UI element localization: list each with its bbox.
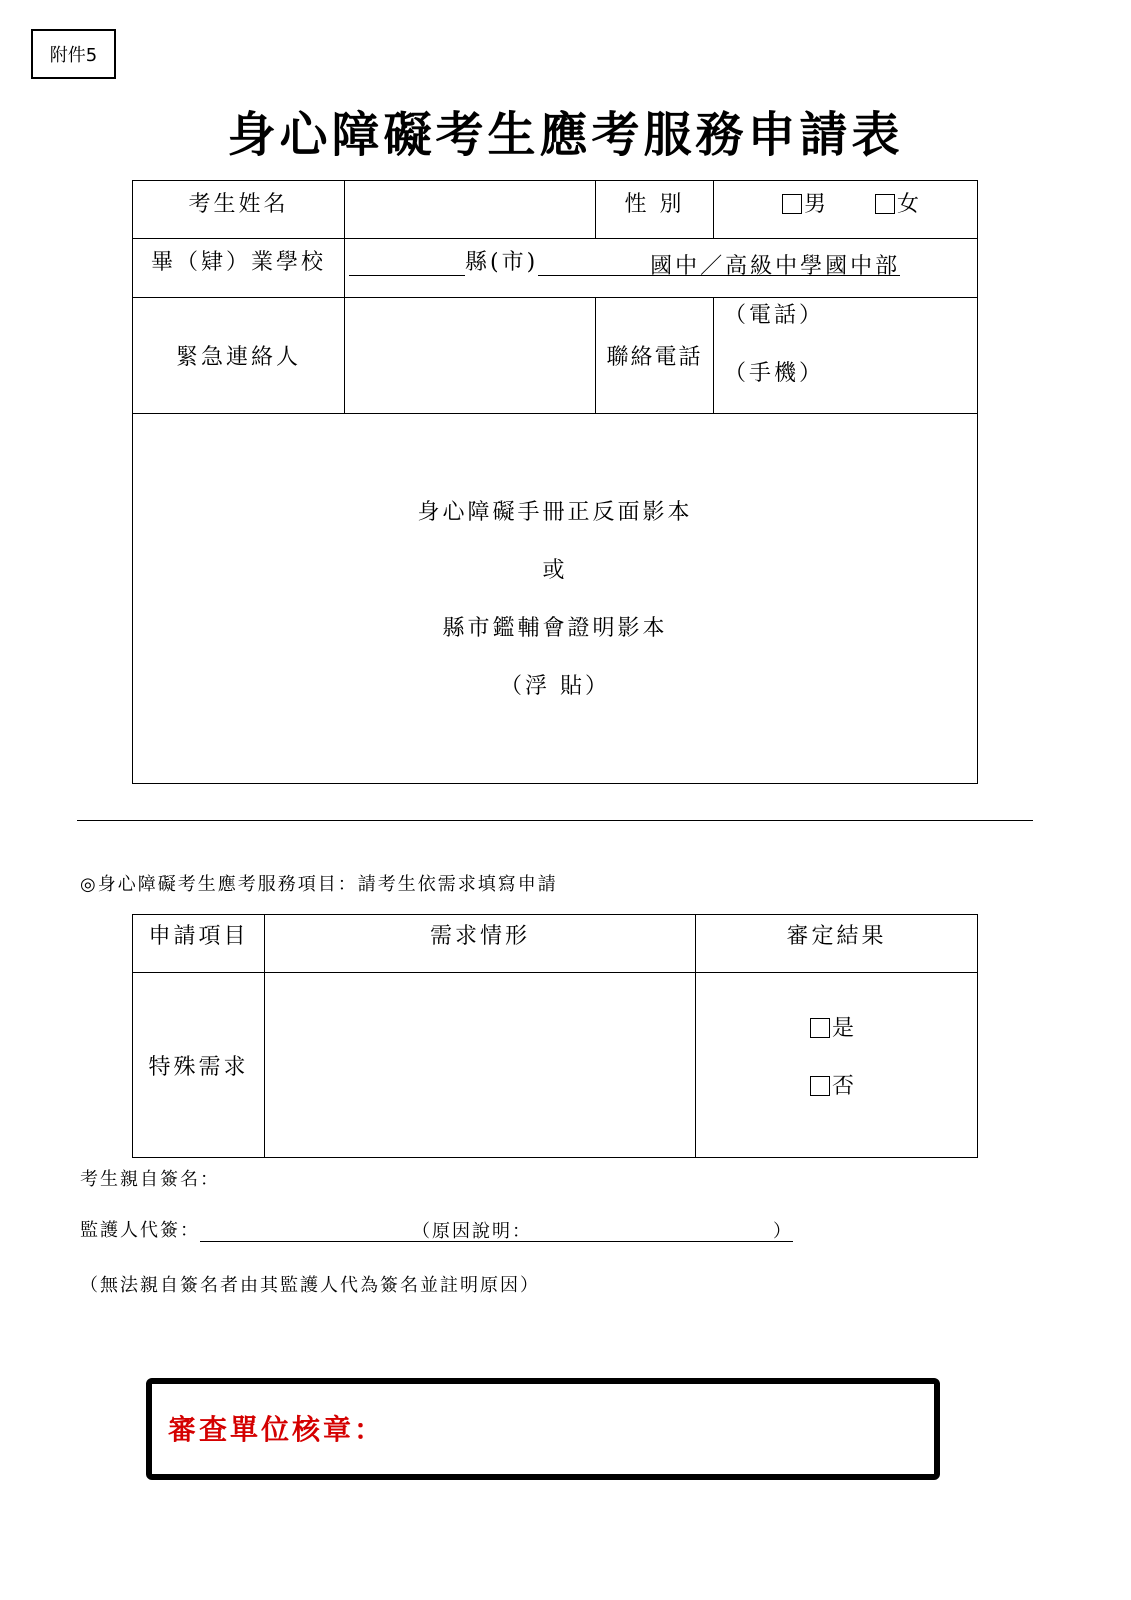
form-title: 身心障礙考生應考服務申請表 bbox=[227, 107, 904, 163]
review-stamp-box bbox=[146, 1378, 940, 1480]
emergency-contact-field[interactable] bbox=[345, 298, 596, 414]
service-table bbox=[132, 914, 978, 1158]
applicant-info-table bbox=[132, 180, 978, 784]
reject-label: 否 bbox=[832, 1074, 858, 1099]
result-options bbox=[696, 973, 978, 1158]
need-description-field[interactable] bbox=[265, 973, 696, 1158]
reason-label: （原因說明： bbox=[412, 1221, 532, 1242]
school-label: 畢（肄）業學校 bbox=[133, 239, 345, 298]
name-label: 考生姓名 bbox=[133, 181, 345, 239]
document-attachment-box bbox=[133, 414, 978, 784]
contact-phone-label: 聯絡電話 bbox=[596, 298, 714, 414]
section-divider bbox=[77, 820, 1033, 821]
attachment-line-3: 縣市鑑輔會證明影本 bbox=[442, 616, 668, 641]
mobile-label: （手機） bbox=[724, 361, 825, 386]
attachment-line-4: （浮 貼） bbox=[500, 674, 610, 699]
gender-options bbox=[714, 181, 978, 239]
male-checkbox[interactable] bbox=[782, 194, 802, 214]
service-heading: ◎身心障礙考生應考服務項目：請考生依需求填寫申請 bbox=[80, 874, 558, 895]
emergency-contact-label: 緊急連絡人 bbox=[133, 298, 345, 414]
review-stamp-label: 審查單位核章： bbox=[168, 1413, 386, 1446]
phone-label: （電話） bbox=[724, 303, 825, 328]
reject-checkbox[interactable] bbox=[810, 1076, 830, 1096]
column-header-item: 申請項目 bbox=[133, 915, 265, 973]
guardian-signature-row bbox=[80, 1216, 800, 1242]
approve-label: 是 bbox=[832, 1016, 858, 1041]
student-signature-label: 考生親自簽名： bbox=[80, 1169, 220, 1190]
attachment-line-1: 身心障礙手冊正反面影本 bbox=[417, 500, 693, 525]
name-field[interactable] bbox=[345, 181, 596, 239]
guardian-signature-label: 監護人代簽： bbox=[80, 1220, 200, 1241]
column-header-result: 審定結果 bbox=[696, 915, 978, 973]
reason-close: ） bbox=[773, 1221, 793, 1242]
attachment-label: 附件5 bbox=[31, 29, 116, 79]
special-needs-label: 特殊需求 bbox=[133, 973, 265, 1158]
guardian-signature-field[interactable] bbox=[200, 1217, 793, 1242]
approve-checkbox[interactable] bbox=[810, 1018, 830, 1038]
male-label: 男 bbox=[804, 192, 830, 217]
school-field[interactable] bbox=[345, 239, 978, 298]
female-label: 女 bbox=[897, 192, 923, 217]
school-type-label: 國中／高級中學國中部 bbox=[538, 249, 900, 276]
contact-phone-field[interactable] bbox=[714, 298, 978, 414]
female-checkbox[interactable] bbox=[875, 194, 895, 214]
county-label: 縣(市) bbox=[465, 250, 539, 275]
gender-label: 性 別 bbox=[596, 181, 714, 239]
column-header-need: 需求情形 bbox=[265, 915, 696, 973]
county-blank[interactable] bbox=[349, 249, 465, 276]
attachment-line-2: 或 bbox=[542, 558, 568, 583]
signature-note: （無法親自簽名者由其監護人代為簽名並註明原因） bbox=[80, 1275, 540, 1296]
